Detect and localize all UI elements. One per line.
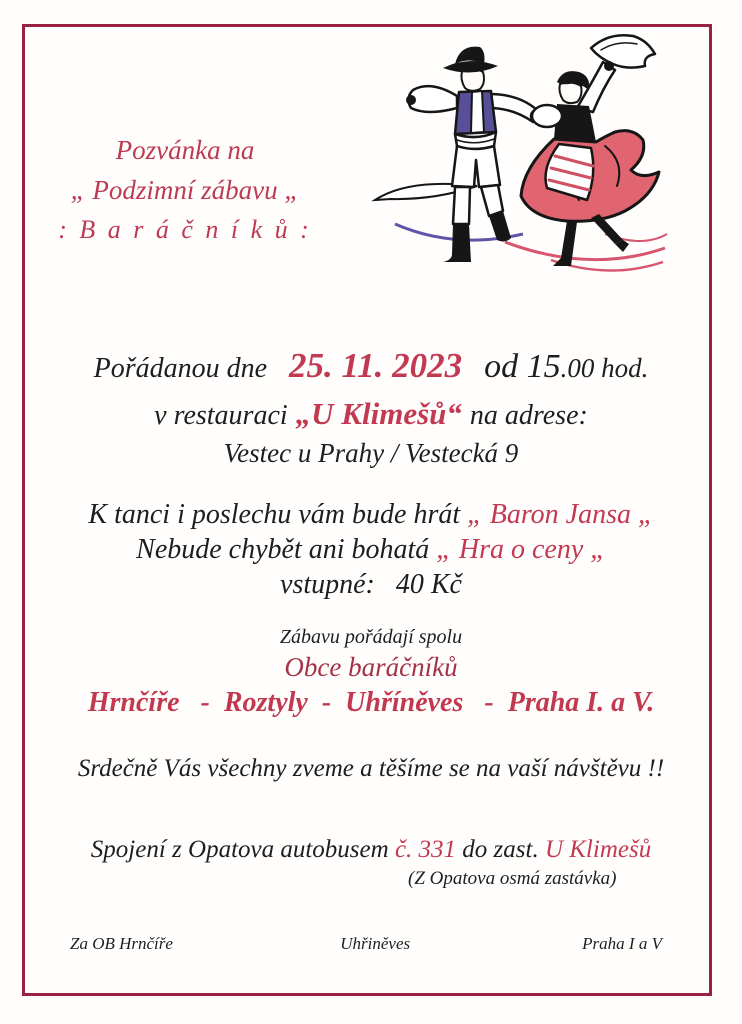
signature-row bbox=[52, 934, 692, 954]
invitation-header bbox=[50, 130, 320, 250]
man-dancer bbox=[406, 47, 543, 262]
music-prefix: K tanci i poslechu vám bude hrát bbox=[88, 499, 461, 530]
signature-center: Uhřiněves bbox=[340, 934, 411, 953]
header-line-2: „ Podzimní zábavu „ bbox=[70, 175, 300, 205]
date-prefix: Pořádanou dne bbox=[93, 353, 268, 384]
raffle-prefix: Nebude chybět ani bohatá bbox=[136, 534, 430, 565]
transport-middle: do zast. bbox=[462, 836, 539, 863]
raffle-name: „ Hra o ceny „ bbox=[436, 534, 606, 565]
event-date: 25. 11. 2023 bbox=[289, 346, 463, 385]
transport-note: (Z Opatova osmá zastávka) bbox=[408, 868, 617, 889]
organizers-group: Obce baráčníků bbox=[284, 652, 458, 682]
scarf-icon bbox=[591, 35, 655, 67]
woman-dancer bbox=[521, 35, 659, 266]
bus-stop-name: U Klimešů bbox=[544, 836, 652, 863]
venue-name: „U Klimešů“ bbox=[295, 396, 462, 431]
organizers-towns: Hrnčíře - Roztyly - Uhříněves - Praha I. a V. bbox=[87, 687, 655, 718]
program-block bbox=[30, 497, 712, 602]
entry-fee: vstupné: 40 Kč bbox=[280, 569, 462, 600]
music-line bbox=[30, 497, 712, 532]
invitation-sentence: Srdečně Vás všechny zveme a těšíme se na vaší návštěvu !! bbox=[77, 755, 665, 782]
venue-line bbox=[30, 396, 712, 432]
venue-address: Vestec u Prahy / Vestecká 9 bbox=[223, 438, 519, 468]
transport-prefix: Spojení z Opatova autobusem bbox=[90, 836, 389, 863]
band-name: „ Baron Jansa „ bbox=[467, 499, 654, 530]
header-line-1: Pozvánka na bbox=[115, 135, 255, 165]
header-line-3: : B a r á č n í k ů : bbox=[58, 215, 312, 244]
folk-dancers-illustration bbox=[365, 28, 675, 283]
signature-right: Praha I a V bbox=[582, 934, 662, 953]
signature-left: Za OB Hrnčíře bbox=[70, 934, 173, 953]
venue-suffix: na adrese: bbox=[469, 400, 588, 431]
event-time-minutes: .00 hod. bbox=[560, 353, 649, 383]
man-hat-icon bbox=[443, 61, 498, 73]
raffle-line bbox=[30, 532, 712, 567]
event-date-line bbox=[30, 346, 712, 386]
organizers-intro: Zábavu pořádají spolu bbox=[279, 626, 463, 648]
bus-number: č. 331 bbox=[394, 836, 457, 863]
transport-line bbox=[30, 836, 712, 864]
pink-swirl-line bbox=[505, 242, 665, 260]
venue-prefix: v restauraci bbox=[154, 400, 288, 431]
event-time: od 15 bbox=[484, 348, 561, 385]
